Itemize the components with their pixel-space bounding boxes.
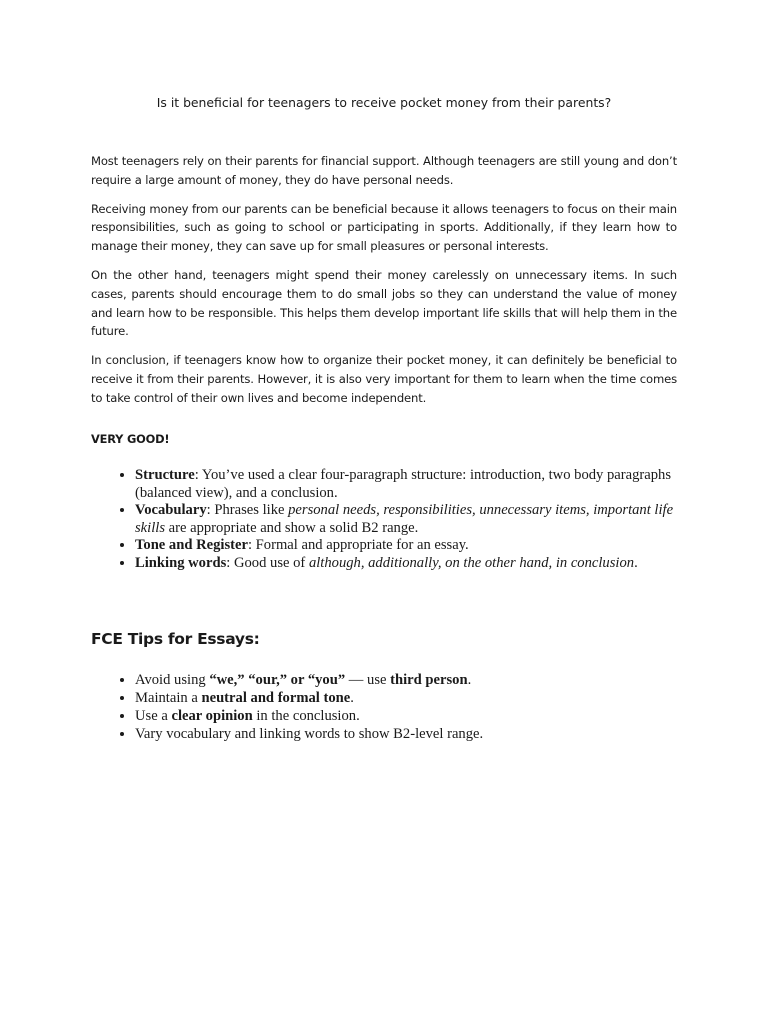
feedback-text: : Phrases like xyxy=(206,502,289,519)
verdict-label: VERY GOOD! xyxy=(91,432,170,446)
feedback-label: Structure xyxy=(135,467,195,483)
tip-emphasis: clear opinion xyxy=(171,708,253,724)
tip-emphasis: third person xyxy=(390,672,468,688)
feedback-label: Linking words xyxy=(135,554,227,571)
tip-text: — use xyxy=(345,672,391,688)
tip-item xyxy=(135,725,705,743)
feedback-label: Tone and Register xyxy=(135,537,248,554)
essay-body xyxy=(91,152,677,418)
feedback-label: Vocabulary xyxy=(135,502,207,519)
tip-item xyxy=(135,707,705,725)
essay-paragraph: On the other hand, teenagers might spend their money carelessly on unnecessary items. In such cases, parents should encourage them to do small jobs so they can understand the value of money and learn how to be responsible. This helps them develop important life skills that will help them in the future. xyxy=(91,267,677,339)
tips-heading: FCE Tips for Essays: xyxy=(91,630,260,648)
feedback-item-tone xyxy=(135,537,705,555)
feedback-text: : Good use of xyxy=(226,554,309,571)
feedback-list xyxy=(113,467,705,573)
feedback-text: are appropriate and show a solid B2 range. xyxy=(165,519,419,536)
feedback-example-phrases: personal needs, responsibilities, unnecessary items, important life skills xyxy=(135,502,674,536)
tip-text: Vary vocabulary and linking words to show B2-level range. xyxy=(135,726,484,742)
tip-text: . xyxy=(350,690,354,706)
essay-paragraph: In conclusion, if teenagers know how to organize their pocket money, it can definitely be beneficial to receive it from their parents. However, it is also very important for them to learn when the time comes to take control of their own lives and become independent. xyxy=(91,353,677,405)
tips-list xyxy=(113,671,705,743)
tip-emphasis: “we,” “our,” or “you” xyxy=(209,672,346,688)
feedback-item-vocabulary xyxy=(135,502,705,537)
tip-item xyxy=(135,671,705,689)
tip-text: in the conclusion. xyxy=(252,708,360,724)
feedback-example-words: although, additionally, on the other hand, in conclusion xyxy=(308,554,635,571)
feedback-item-structure xyxy=(135,467,705,502)
tip-text: Maintain a xyxy=(135,690,202,706)
feedback-text: . xyxy=(634,554,638,571)
essay-paragraph: Most teenagers rely on their parents for financial support. Although teenagers are still young and don’t require a large amount of money, they do have personal needs. xyxy=(91,154,677,187)
tip-text: Avoid using xyxy=(135,672,210,688)
tip-emphasis: neutral and formal tone xyxy=(201,690,351,706)
feedback-text: : Formal and appropriate for an essay. xyxy=(247,537,469,554)
feedback-item-linking xyxy=(135,555,705,573)
feedback-text: : You’ve used a clear four-paragraph structure: introduction, two body paragraphs (balanced view), and a conclusion. xyxy=(135,467,672,501)
tip-item xyxy=(135,689,705,707)
essay-title: Is it beneficial for teenagers to receive pocket money from their parents? xyxy=(156,95,612,110)
tip-text: Use a xyxy=(135,708,172,724)
essay-paragraph: Receiving money from our parents can be beneficial because it allows teenagers to focus on their main responsibilities, such as going to school or participating in sports. Additionally, if they learn how to manage their money, they can save up for small pleasures or personal interests. xyxy=(91,201,677,254)
tip-text: . xyxy=(467,672,472,688)
